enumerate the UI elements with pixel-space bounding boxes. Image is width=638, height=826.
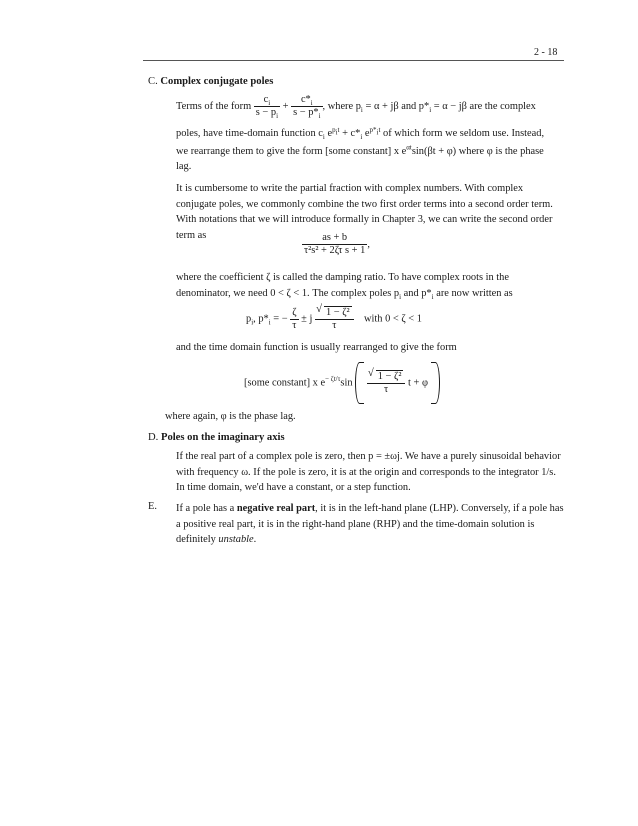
section-d-heading: D. Poles on the imaginary axis xyxy=(148,432,285,443)
paragraph-time-domain: poles, have time-domain function $c_i$ $e^{p_it} + c*_i$ $e^{p*_it}$ of which form we seldom use. Instead, xyxy=(176,125,545,142)
paragraph-lag: lag. xyxy=(176,161,192,172)
paragraph-terms-form: Terms of the form $\frac{c_i}{s - p_i}$ + $\frac{c*_i}{s - p*_i}$ , where $p_i = \alpha + j\beta$ and $p*_i = \alpha - j\beta$ are the complex xyxy=(176,94,536,121)
paragraph-lhp-rhp: If a pole has a negative real part, it is in the left-hand plane (LHP). Conversely, if a pole has a positive real part, it is in the right-hand plane (RHP) and the time-domain solution is definitely unstable. xyxy=(176,503,564,546)
page-number: 2 - 18 xyxy=(534,47,558,58)
paragraph-rearrange: we rearrange them to give the form [some constant] x $e^{\alpha t}\sin(\beta t + \varphi)$ where φ is the phase xyxy=(176,143,544,157)
header-rule xyxy=(143,60,564,61)
section-e-label: E. xyxy=(148,501,157,512)
equation-time-domain: [some constant] x $e^{- \zeta t/\tau}\sin$ √ $\frac{\text{1 − ζ²}}{\tau}$ t + φ xyxy=(244,362,440,404)
section-c-heading xyxy=(148,76,273,87)
section-c-title: Complex conjugate poles xyxy=(160,76,274,87)
fraction-ci-star: $\frac{c*_i}{s - p*_i}$ xyxy=(293,94,321,121)
equation-second-order: $\frac{as + b}{\text{τ²s² + 2ζτ s + 1}}$ , xyxy=(304,232,370,256)
fraction-ci: $\frac{c_i}{s - p_i}$ xyxy=(255,94,279,121)
paragraph-imaginary-axis: If the real part of a complex pole is zero, then p = ±ωj. We have a purely sinusoidal behavior with frequency ω. If the pole is zero, it is at the origin and corresponds to the integrator 1/s. In time domain, we'd have a constant, or a step function. xyxy=(176,451,561,494)
paragraph-phase-lag: where again, φ is the phase lag. xyxy=(165,411,296,422)
paragraph-partial-fraction: It is cumbersome to write the partial fraction with complex numbers. With complex conjugate poles, we commonly combine the two first order terms into a second order term. With notations that we will introduce formally in Chapter 3, we can write the second order term as xyxy=(176,183,553,241)
paragraph-rearranged: and the time domain function is usually rearranged to give the form xyxy=(176,342,457,353)
equation-poles: $p_i$, $p*_i$ = − $\frac{\zeta}{\tau}$ ± j √ $\frac{\text{1 − ζ²}}{\tau}$ with 0 < ζ < 1 xyxy=(246,306,422,332)
paragraph-damping: where the coefficient ζ is called the damping ratio. To have complex roots in the denominator, we need 0 < ζ < 1. The complex poles $p_i$ and $p*_i$ are now written as xyxy=(176,272,513,301)
section-c-label: C. xyxy=(148,76,158,87)
